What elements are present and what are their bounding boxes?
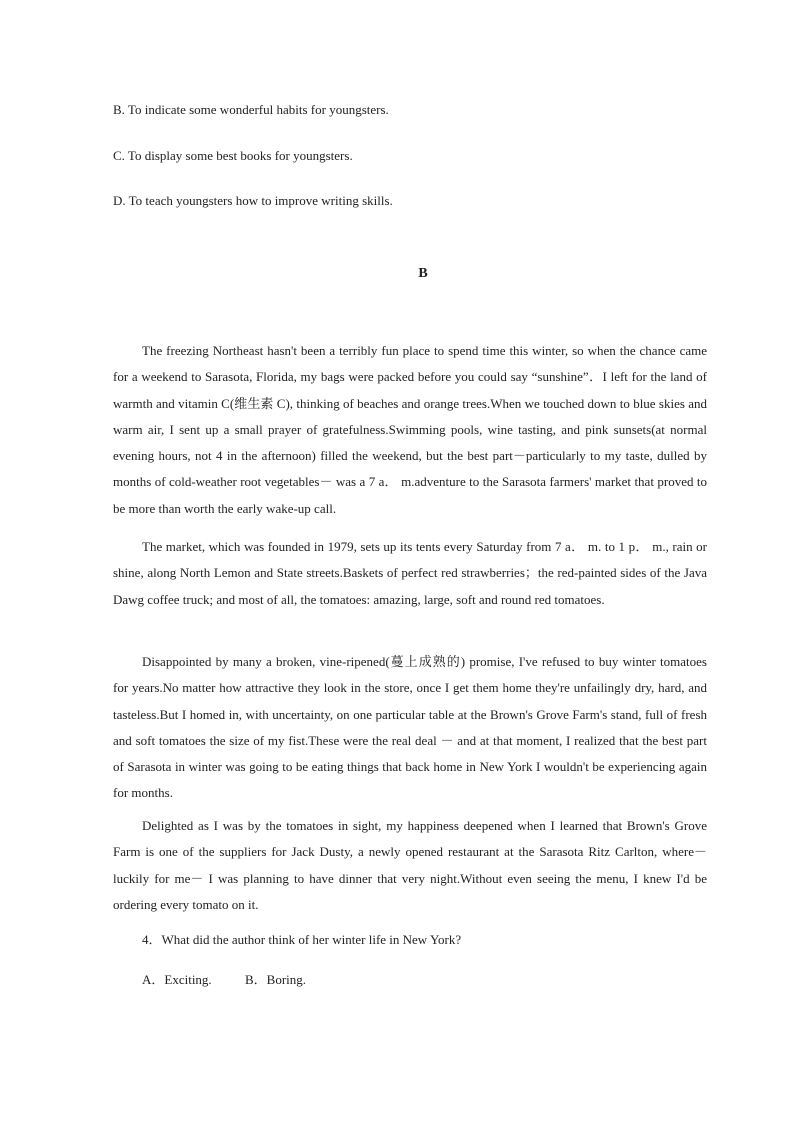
question-4-stem: 4．What did the author think of her winter life in New York? xyxy=(142,932,462,947)
passage-paragraph-2: The market, which was founded in 1979, sets up its tents every Saturday from 7 a． m. to 1 p． m., rain or shine, along North Lemon and State streets.Baskets of perfect red strawberries；the red-painted sides of the Java Dawg coffee truck; and most of all, the tomatoes: amazing, large, soft and round red tomatoes. xyxy=(113,539,707,607)
passage-paragraph-3: Disappointed by many a broken, vine-ripened(蔓上成熟的) promise, I've refused to buy winter tomatoes for years.No matter how attractive they look in the store, once I get them home they're unfailingly dry, hard, and tasteless.But I homed in, with uncertainty, on one particular table at the Brown's Grove Farm's stand, full of fresh and soft tomatoes the size of my fist.These were the real deal － and at that moment, I realized that the best part of Sarasota in winter was going to be eating things that back home in New York I wouldn't be experiencing again for months. xyxy=(113,654,707,801)
passage-paragraph-1: The freezing Northeast hasn't been a terribly fun place to spend time this winter, so when the chance came for a weekend to Sarasota, Florida, my bags were packed before you could say “sunshine”．I left for the land of warmth and vitamin C(维生素 C), thinking of beaches and orange trees.When we touched down to blue skies and warm air, I sent up a small prayer of gratefulness.Swimming pools, wine tasting, and pink sunsets(at normal evening hours, not 4 in the afternoon) filled the weekend, but the best part－particularly to my taste, dulled by months of cold-weather root vegetables－ was a 7 a． m.adventure to the Sarasota farmers' market that proved to be more than worth the early wake-up call. xyxy=(113,343,707,516)
passage-paragraph-4: Delighted as I was by the tomatoes in sight, my happiness deepened when I learned that Brown's Grove Farm is one of the suppliers for Jack Dusty, a newly opened restaurant at the Sarasota Ritz Carlton, where－ luckily for me－ I was planning to have dinner that very night.Without even seeing the menu, I knew I'd be ordering every tomato on it. xyxy=(113,818,707,912)
question-4-option-b: B．Boring. xyxy=(245,972,307,987)
section-heading: B xyxy=(418,266,428,281)
previous-question-option-b: B. To indicate some wonderful habits for youngsters. xyxy=(113,102,389,117)
question-4-option-a: A．Exciting. xyxy=(142,972,212,987)
previous-question-option-d: D. To teach youngsters how to improve writing skills. xyxy=(113,193,393,208)
previous-question-option-c: C. To display some best books for youngsters. xyxy=(113,148,353,163)
